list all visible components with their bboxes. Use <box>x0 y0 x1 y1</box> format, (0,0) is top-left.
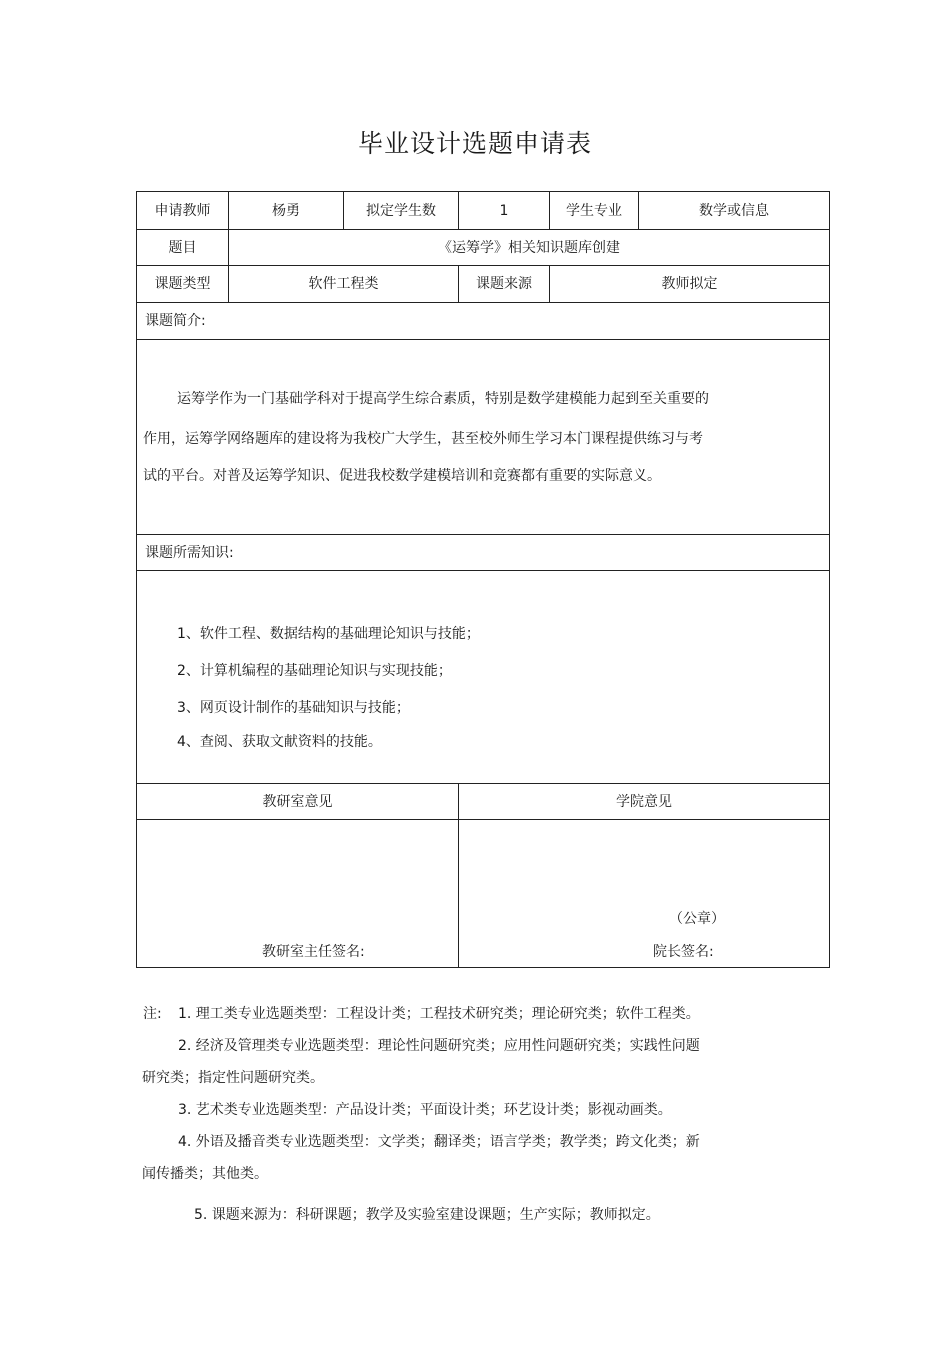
knowledge-item: 2、计算机编程的基础理论知识与实现技能； <box>177 663 452 679</box>
topic-value: 《运筹学》相关知识题库创建 <box>438 239 620 256</box>
note-item: 5. 课题来源为：科研课题；教学及实验室建设课题；生产实际；教师拟定。 <box>194 1207 660 1223</box>
college-opinion-label: 学院意见 <box>616 793 672 810</box>
topic-source-value: 教师拟定 <box>661 276 718 292</box>
page-title: 毕业设计选题申请表 <box>357 129 592 158</box>
row-divider <box>137 570 829 571</box>
student-count-label: 拟定学生数 <box>366 202 436 219</box>
intro-label: 课题简介: <box>145 313 206 329</box>
topic-source-label: 课题来源 <box>476 276 532 292</box>
student-count-value: 1 <box>499 202 509 219</box>
row-divider <box>137 819 829 820</box>
note-item: 研究类；指定性问题研究类。 <box>142 1070 324 1086</box>
topic-label: 题目 <box>168 239 197 256</box>
knowledge-item: 3、网页设计制作的基础知识与技能； <box>177 700 410 716</box>
knowledge-label: 课题所需知识: <box>145 544 234 561</box>
note-item: 2. 经济及管理类专业选题类型：理论性问题研究类；应用性问题研究类；实践性问题 <box>178 1038 700 1054</box>
major-label: 学生专业 <box>566 202 622 219</box>
intro-line: 运筹学作为一门基础学科对于提高学生综合素质，特别是数学建模能力起到至关重要的 <box>177 391 709 407</box>
notes-prefix: 注: <box>143 1006 162 1022</box>
major-value: 数学或信息 <box>699 202 769 219</box>
intro-line: 试的平台。对普及运筹学知识、促进我校数学建模培训和竞赛都有重要的实际意义。 <box>143 468 661 484</box>
note-item: 3. 艺术类专业选题类型：产品设计类；平面设计类；环艺设计类；影视动画类。 <box>178 1102 672 1118</box>
note-item: 1. 理工类专业选题类型：工程设计类；工程技术研究类；理论研究类；软件工程类。 <box>178 1006 700 1022</box>
row-divider <box>137 339 829 340</box>
teacher-value: 杨勇 <box>272 202 300 219</box>
intro-line: 作用，运筹学网络题库的建设将为我校广大学生，甚至校外师生学习本门课程提供练习与考 <box>143 431 703 447</box>
dept-opinion-label: 教研室意见 <box>262 793 333 810</box>
note-item: 闻传播类；其他类。 <box>142 1166 268 1182</box>
topic-type-label: 课题类型 <box>154 276 211 292</box>
teacher-label: 申请教师 <box>154 202 211 219</box>
dean-signature-label: 院长签名: <box>653 944 714 960</box>
knowledge-item: 4、查阅、获取文献资料的技能。 <box>177 734 382 750</box>
official-seal-note: （公章） <box>669 911 725 927</box>
note-item: 4. 外语及播音类专业选题类型：文学类；翻译类；语言学类；教学类；跨文化类；新 <box>178 1134 700 1150</box>
dept-head-signature-label: 教研室主任签名: <box>262 944 365 960</box>
application-form-table <box>136 191 830 968</box>
knowledge-item: 1、软件工程、数据结构的基础理论知识与技能； <box>177 626 480 642</box>
topic-type-value: 软件工程类 <box>308 276 379 292</box>
